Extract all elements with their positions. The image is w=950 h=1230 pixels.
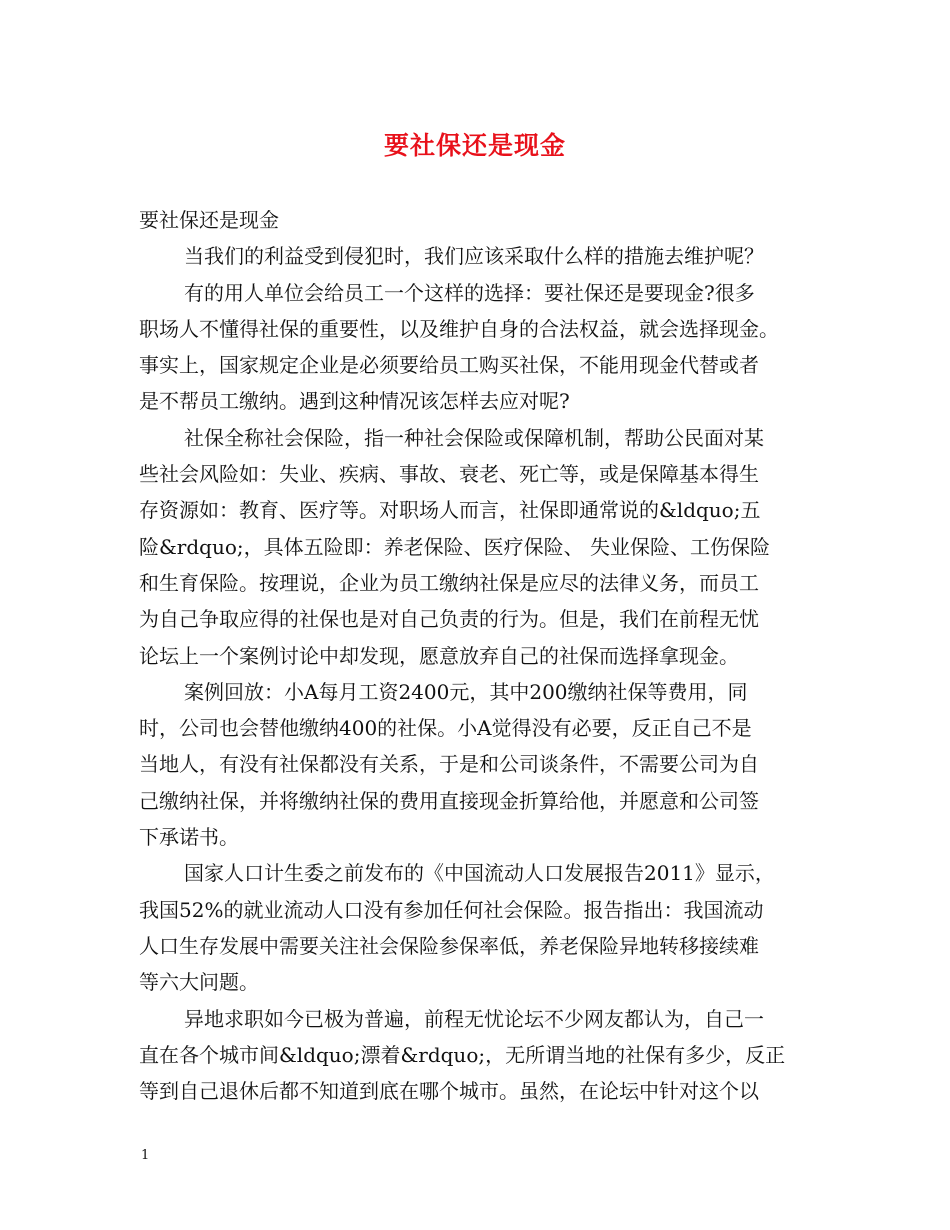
text-line: 异地求职如今已极为普遍，前程无忧论坛不少网友都认为，自己一 [184, 1006, 764, 1031]
text-line: 当地人，有没有社保都没有关系，于是和公司谈条件，不需要公司为自 [139, 752, 759, 777]
text-line: 职场人不懂得社保的重要性，以及维护自身的合法权益，就会选择现金。 [139, 316, 779, 341]
text-line: 人口生存发展中需要关注社会保险参保率低，养老保险异地转移接续难 [139, 933, 759, 958]
text-line: 有的用人单位会给员工一个这样的选择：要社保还是要现金?很多 [184, 280, 755, 305]
text-line: 下承诺书。 [139, 825, 239, 850]
text-line: 当我们的利益受到侵犯时，我们应该采取什么样的措施去维护呢？ [184, 244, 764, 269]
text-line: 我国52%的就业流动人口没有参加任何社会保险。报告指出：我国流动 [139, 897, 764, 922]
text-line: 要社保还是现金 [139, 208, 279, 232]
text-line: 和生育保险。按理说，企业为员工缴纳社保是应尽的法律义务，而员工 [139, 570, 759, 595]
text-line: 存资源如：教育、医疗等。对职场人而言，社保即通常说的&ldquo;五 [139, 498, 761, 523]
text-line: 等到自己退休后都不知道到底在哪个城市。虽然，在论坛中针对这个以 [139, 1079, 759, 1104]
text-line: 为自己争取应得的社保也是对自己负责的行为。但是，我们在前程无忧 [139, 607, 759, 632]
text-line: 事实上，国家规定企业是必须要给员工购买社保，不能用现金代替或者 [139, 353, 759, 378]
text-line: 险&rdquo;，具体五险即：养老保险、医疗保险、 失业保险、工伤保险 [139, 534, 770, 559]
text-line: 己缴纳社保，并将缴纳社保的费用直接现金折算给他，并愿意和公司签 [139, 788, 759, 813]
text-line: 国家人口计生委之前发布的《中国流动人口发展报告2011》显示， [184, 861, 775, 886]
text-line: 案例回放：小A每月工资2400元，其中200缴纳社保等费用，同 [184, 679, 748, 704]
text-line: 时，公司也会替他缴纳400的社保。小A觉得没有必要，反正自己不是 [139, 716, 752, 741]
text-line: 直在各个城市间&ldquo;漂着&rdquo;，无所谓当地的社保有多少，反正 [139, 1042, 786, 1067]
text-line: 些社会风险如：失业、疾病、事故、衰老、死亡等，或是保障基本得生 [139, 462, 759, 487]
document-title: 要社保还是现金 [383, 131, 566, 160]
text-line: 社保全称社会保险，指一种社会保险或保障机制，帮助公民面对某 [184, 425, 764, 450]
text-line: 等六大问题。 [139, 970, 259, 995]
text-line: 论坛上一个案例讨论中却发现，愿意放弃自己的社保而选择拿现金。 [139, 643, 739, 668]
text-line: 是不帮员工缴纳。遇到这种情况该怎样去应对呢? [139, 389, 570, 414]
document-body [139, 202, 819, 1109]
page-number: 1 [141, 1148, 150, 1163]
